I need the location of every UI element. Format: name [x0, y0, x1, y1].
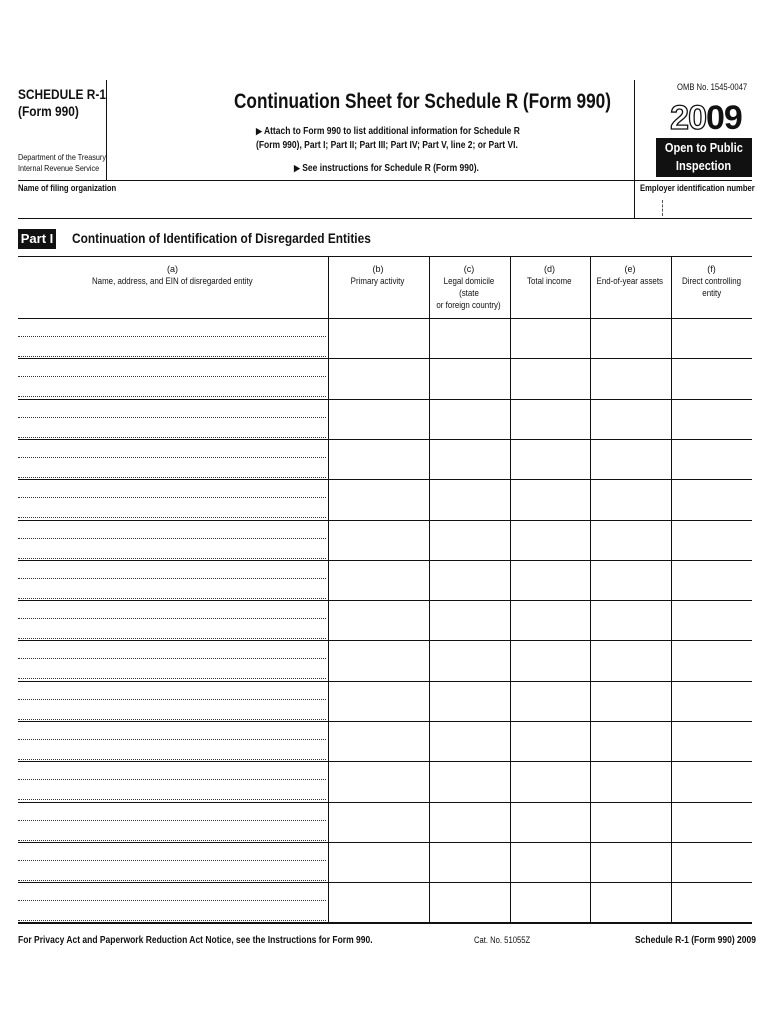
- privacy-notice: For Privacy Act and Paperwork Reduction Act Notice, see the Instructions for Form 990.: [18, 935, 373, 946]
- name-field[interactable]: [18, 194, 630, 216]
- year-prefix: 20: [670, 99, 706, 137]
- entry-line: [18, 336, 326, 337]
- table-row-rule: [18, 721, 752, 722]
- column-letter: (d): [544, 264, 555, 274]
- column-letter: (e): [624, 264, 636, 274]
- table-row-rule: [18, 600, 752, 601]
- column-label: Primary activity: [351, 276, 405, 286]
- table-row-rule: [18, 439, 752, 440]
- department-label: Department of the Treasury: [18, 152, 106, 162]
- column-label-line2: or foreign country): [436, 300, 502, 310]
- table-row-rule: [18, 399, 752, 400]
- entry-line: [18, 396, 326, 397]
- entry-line: [18, 517, 326, 518]
- entry-line: [18, 376, 326, 377]
- entry-line: [18, 719, 326, 720]
- header-divider-left: [106, 80, 107, 180]
- entry-line: [18, 638, 326, 639]
- header-bottom-rule: [18, 180, 752, 181]
- column-divider: [510, 256, 511, 923]
- arrow-right-icon: ▶: [294, 163, 300, 173]
- table-row-rule: [18, 640, 752, 641]
- name-bottom-rule: [18, 218, 752, 219]
- open-line1: Open to Public: [665, 140, 743, 155]
- entry-line: [18, 497, 326, 498]
- column-header-d: [510, 263, 589, 287]
- part-title: Continuation of Identification of Disregarded Entities: [72, 230, 371, 246]
- open-line2: Inspection: [676, 158, 732, 173]
- entry-line: [18, 739, 326, 740]
- entry-line: [18, 699, 326, 700]
- entry-line: [18, 840, 326, 841]
- footer-rule: [18, 922, 752, 924]
- irs-label: Internal Revenue Service: [18, 163, 100, 173]
- arrow-right-icon: ▶: [256, 126, 262, 136]
- column-label: Legal domicile (state: [443, 276, 495, 298]
- ein-label: Employer identification number: [640, 183, 755, 193]
- entry-line: [18, 658, 326, 659]
- column-divider: [429, 256, 430, 923]
- footer-schedule: Schedule R-1 (Form 990) 2009: [635, 935, 756, 946]
- entry-line: [18, 417, 326, 418]
- column-divider: [590, 256, 591, 923]
- entry-line: [18, 598, 326, 599]
- header-divider-right: [634, 80, 635, 180]
- column-label-line2: entity: [702, 288, 721, 298]
- table-row-rule: [18, 358, 752, 359]
- table-row-rule: [18, 479, 752, 480]
- column-header-f: [671, 263, 752, 299]
- part-bottom-rule: [18, 256, 752, 257]
- omb-number: OMB No. 1545-0047: [677, 82, 748, 92]
- column-letter: (a): [167, 264, 178, 274]
- table-row-rule: [18, 560, 752, 561]
- instruction-see: [294, 163, 479, 174]
- entry-line: [18, 578, 326, 579]
- column-label: Name, address, and EIN of disregarded entity: [92, 276, 253, 286]
- instruction-see-text: See instructions for Schedule R (Form 990).: [302, 163, 479, 174]
- ein-divider: [634, 180, 635, 218]
- form-title: Continuation Sheet for Schedule R (Form 990): [234, 90, 611, 113]
- column-letter: (b): [372, 264, 384, 274]
- year-suffix: 09: [706, 99, 742, 137]
- table-row-rule: [18, 842, 752, 843]
- open-to-public-badge: [656, 138, 752, 177]
- column-label: Total income: [527, 276, 572, 286]
- entry-line: [18, 457, 326, 458]
- entry-line: [18, 437, 326, 438]
- entry-line: [18, 759, 326, 760]
- entry-line: [18, 618, 326, 619]
- table-header-rule: [18, 318, 752, 319]
- column-header-a: [18, 263, 327, 287]
- column-divider: [328, 256, 329, 923]
- column-divider: [671, 256, 672, 923]
- table-row-rule: [18, 882, 752, 883]
- entry-line: [18, 820, 326, 821]
- table-row-rule: [18, 681, 752, 682]
- entry-line: [18, 799, 326, 800]
- schedule-id: [18, 86, 106, 120]
- column-label: End-of-year assets: [596, 276, 664, 286]
- entry-line: [18, 558, 326, 559]
- table-row-rule: [18, 761, 752, 762]
- column-header-e: [590, 263, 670, 287]
- column-header-c: [429, 263, 509, 311]
- ein-separator: [662, 200, 663, 216]
- table-row-rule: [18, 802, 752, 803]
- column-letter: (c): [463, 264, 475, 274]
- entry-line: [18, 900, 326, 901]
- entry-line: [18, 779, 326, 780]
- instruction-attach-line1: Attach to Form 990 to list additional information for Schedule R: [263, 126, 520, 137]
- catalog-number: Cat. No. 51055Z: [474, 935, 531, 945]
- entry-line: [18, 860, 326, 861]
- part-label: Part I: [18, 229, 56, 249]
- ein-field[interactable]: [640, 194, 750, 216]
- entry-line: [18, 356, 326, 357]
- column-letter: (f): [707, 264, 716, 274]
- table-row-rule: [18, 520, 752, 521]
- name-label: Name of filing organization: [18, 183, 117, 193]
- instruction-attach-line2: (Form 990), Part I; Part II; Part III; Part IV; Part V, line 2; or Part VI.: [256, 140, 518, 151]
- column-label: Direct controlling: [682, 276, 741, 286]
- form-number: (Form 990): [18, 103, 79, 119]
- entry-line: [18, 477, 326, 478]
- schedule-name: SCHEDULE R-1: [18, 86, 106, 102]
- entry-line: [18, 880, 326, 881]
- entry-line: [18, 538, 326, 539]
- column-header-b: [328, 263, 428, 287]
- entry-line: [18, 678, 326, 679]
- tax-year: [664, 97, 748, 139]
- agency: [18, 152, 106, 174]
- instruction-attach: [256, 126, 520, 137]
